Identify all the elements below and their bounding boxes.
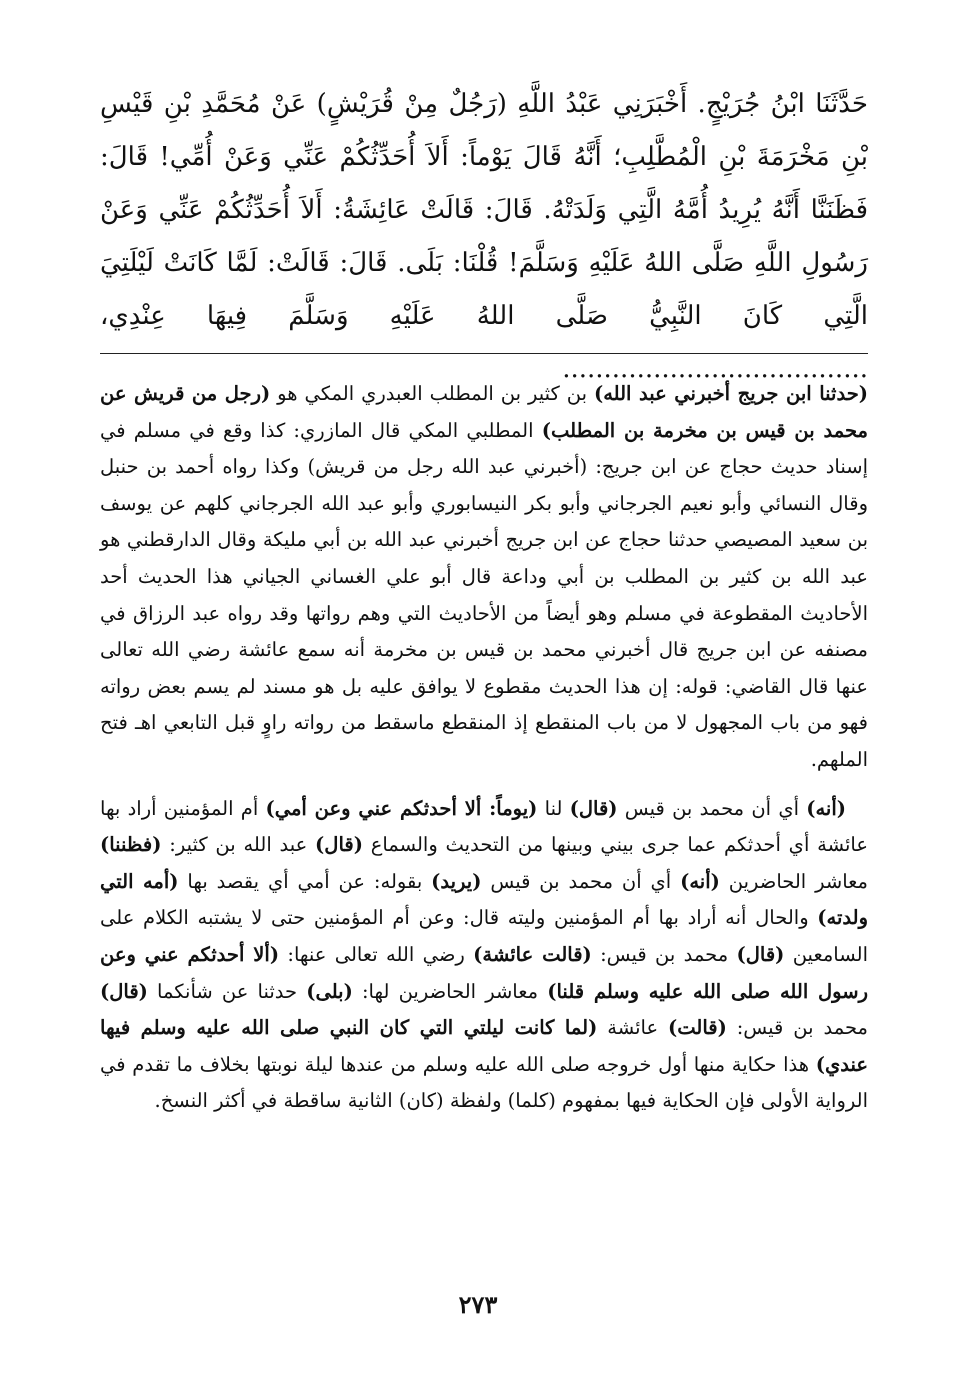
text-segment: لنا — [537, 796, 570, 820]
text-segment: أي أن محمد بن قيس — [617, 796, 807, 820]
text-segment: عائشة — [597, 1016, 669, 1040]
bold-quote-segment: (قال) — [736, 942, 785, 966]
hadith-body: حَدَّثَنَا ابْنُ جُرَيْجٍ. أَخْبَرَنِي عَبْدُ اللَّهِ (رَجُلٌ مِنْ قُرَيْشٍ) عَنْ مُحَمَّدِ بْنِ قَيْسِ بْنِ مَخْرَمَةَ بْنِ الْمُطَّلِبِ؛ أَنَّهُ قَالَ يَوْماً: أَلاَ أُحَدِّثُكُمْ عَنِّي وَعَنْ أُمِّي! قَالَ: فَظَنَنَّا أَنَّهُ يُرِيدُ أُمَّهُ الَّتِي وَلَدَتْهُ. قَالَ: قَالَتْ عَائِشَةُ: أَلاَ أُحَدِّثُكُمْ عَنِّي وَعَنْ رَسُولِ اللَّهِ صَلَّى اللهُ عَلَيْهِ وَسَلَّمَ! قُلْنَا: بَلَى. قَالَ: قَالَتْ: لَمَّا كَانَتْ لَيْلَتِيَ الَّتِي كَانَ النَّبِيُّ صَلَّى اللهُ عَلَيْهِ وَسَلَّمَ فِيهَا عِنْدِي، — [100, 89, 868, 331]
text-segment: بن كثير بن المطلب العبدري المكي هو — [270, 382, 594, 405]
bold-quote-segment: (يريد) — [431, 869, 482, 893]
bold-quote-segment: (يوماً: ألا أحدثكم عني وعن أمي) — [265, 796, 538, 820]
commentary-paragraph-2 — [100, 791, 868, 1120]
text-segment: أم المؤمنين أراد بها عائشة أي أحدثكم عما جرى بيني وبينها من التحديث والسماع — [100, 796, 868, 857]
text-segment: بقوله: عن أمي أي يقصد بها — [178, 869, 432, 893]
text-segment: محمد بن قيس: — [726, 1016, 869, 1040]
bold-quote-segment: (قالت) — [668, 1016, 727, 1040]
bold-quote-segment: (أنه) — [806, 796, 847, 820]
text-segment: المطلبي المكي قال المازري: كذا وقع في مسلم في إسناد حديث حجاج عن ابن جريج: (أخبرني عبد الله رجل من قريش) وكذا رواه أحمد بن حنبل وقال النسائي وأبو نعيم الجرجاني وأبو بكر النيسابوري وأبو عبد الله الجرجاني كلهم عن يوسف بن سعيد المصيصي حدثنا حجاج عن ابن جريج أخبرني عبد الله بن أبي مليكة وقال الدارقطني هو عبد الله بن كثير بن المطلب بن أبي وداعة قال أبو علي الغساني الجياني هذا الحديث أحد الأحاديث المقطوعة في مسلم وهو أيضاً من الأحاديث التي وهم رواتها وقد رواه عبد الرزاق في مصنفه عن ابن جريج قال أخبرني محمد بن قيس بن مخرمة أنه سمع عائشة رضي الله تعالى عنها قال القاضي: قوله: إن هذا الحديث مقطوع لا يوافق عليه بل هو مسند لم يسم بعض رواته فهو من باب المجهول لا من باب المنقطع إذ المنقطع ماسقط من رواته راوٍ قبل التابعي اهـ فتح الملهم. — [100, 418, 868, 771]
text-segment: هذا حكاية منها أول خروجه صلى الله عليه وسلم من عندها ليلة نوبتها بخلاف ما تقدم في الرواية الأولى فإن الحكاية فيها بمفهوم (كلما) ولفظة (كان) الثانية ساقطة في أكثر النسخ. — [100, 1052, 868, 1113]
text-segment: محمد بن قيس: — [591, 942, 737, 966]
bold-quote-segment: (فظننا) — [100, 833, 162, 857]
text-segment: حدثنا عن شأنكما — [147, 979, 307, 1003]
bold-quote-segment: (لما كانت ليلتي التي كان النبي صلى الله عليه وسلم فيها عندي) — [100, 1016, 868, 1076]
text-segment: معاشر الحاضرين لها: — [352, 979, 548, 1003]
bold-quote-segment: (ألا أحدثكم عني وعن رسول الله صلى الله عليه وسلم قلنا) — [100, 942, 868, 1003]
bold-quote-segment: (رجل من قريش عن محمد بن قيس بن مخرمة بن المطلب) — [100, 382, 869, 442]
text-segment: والحال أنه أراد بها أم المؤمنين وليته قال: وعن أم المؤمنين حتى لا يشتبه الكلام على السامعين — [100, 906, 868, 966]
commentary-paragraph-1 — [100, 376, 868, 779]
bold-quote-segment: (قال) — [100, 979, 148, 1003]
commentary — [100, 376, 868, 1120]
text-segment: رضي الله تعالى عنها: — [279, 942, 474, 966]
text-segment: عبد الله بن كثير: — [161, 833, 316, 857]
footnote-divider — [100, 353, 868, 354]
bold-quote-segment: (قال) — [315, 833, 363, 857]
hadith-text — [100, 78, 868, 396]
hadith-paragraph — [100, 78, 868, 396]
bold-quote-segment: (قالت عائشة) — [473, 942, 592, 966]
bold-quote-segment: (حدثنا ابن جريج أخبرني عبد الله) — [593, 382, 868, 405]
ellipsis-dots: ..................................... — [562, 354, 868, 384]
text-segment: معاشر الحاضرين — [719, 869, 869, 893]
bold-quote-segment: (أنه) — [680, 869, 720, 893]
page-number: ٢٧٣ — [458, 1290, 498, 1319]
bold-quote-segment: (أمه التي ولدته) — [100, 869, 868, 930]
text-segment: أي أن محمد بن قيس — [481, 869, 681, 893]
bold-quote-segment: (بلى) — [306, 979, 353, 1003]
bold-quote-segment: (قال) — [569, 796, 618, 820]
